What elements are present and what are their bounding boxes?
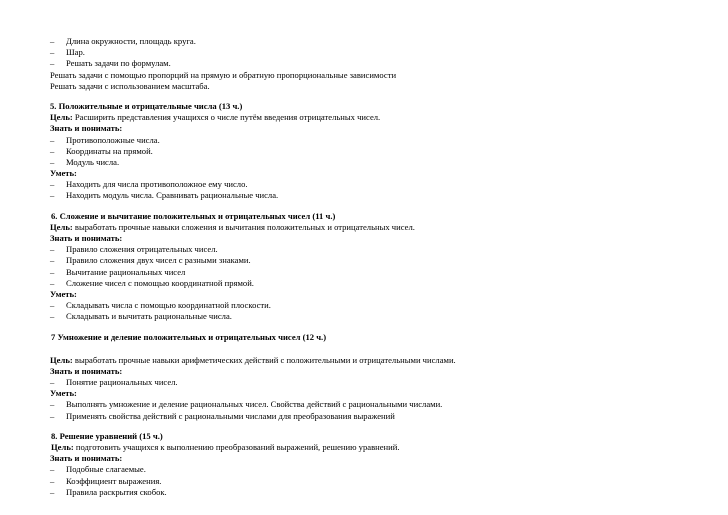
list-item: – Решать задачи по формулам.	[50, 58, 171, 69]
list-item: – Подобные слагаемые.	[50, 464, 146, 475]
section-heading: 7 Умножение и деление положительных и отрицательных чисел (12 ч.)	[51, 331, 327, 342]
document-page	[50, 36, 690, 498]
list-item: – Правило сложения отрицательных чисел.	[50, 244, 218, 255]
can-label: Уметь:	[50, 388, 77, 399]
list-item: – Понятие рациональных чисел.	[50, 377, 178, 388]
list-item: – Находить для числа противоположное ему число.	[50, 179, 248, 190]
can-label: Уметь:	[50, 168, 77, 179]
list-item: – Правила раскрытия скобок.	[50, 486, 167, 497]
bullet-dash: –	[50, 36, 55, 46]
can-label: Уметь:	[50, 288, 77, 299]
section-heading: 5. Положительные и отрицательные числа (13 ч.)	[50, 100, 243, 111]
bullet-dash: –	[50, 47, 55, 58]
list-item: – Вычитание рациональных чисел	[50, 266, 186, 277]
bullet-dash: –	[50, 58, 55, 69]
goal-line: Цель: подготовить учащихся к выполнению преобразований выражений, решению уравнений.	[51, 442, 400, 452]
list-item: – Противоположные числа.	[50, 134, 160, 145]
list-item: – Координаты на прямой.	[50, 145, 153, 156]
section-heading: 6. Сложение и вычитание положительных и отрицательных чисел (11 ч.)	[51, 210, 336, 221]
list-item: – Длина окружности, площадь круга.	[50, 36, 196, 46]
know-label: Знать и понимать:	[50, 453, 123, 464]
list-item: – Шар.	[50, 47, 85, 58]
list-item: – Применять свойства действий с рациональными числами для преобразования выражений	[50, 410, 395, 421]
text-line: Решать задачи с использованием масштаба.	[50, 80, 210, 91]
list-item: – Складывать числа с помощью координатной плоскости.	[50, 300, 271, 311]
know-label: Знать и понимать:	[50, 233, 123, 243]
list-item: – Находить модуль числа. Сравнивать рациональные числа.	[50, 190, 279, 201]
list-item: – Модуль числа.	[50, 156, 120, 167]
goal-line: Цель: выработать прочные навыки арифметических действий с положительными и отрицательными числами.	[50, 354, 456, 365]
section-heading: 8. Решение уравнений (15 ч.)	[51, 430, 163, 441]
list-item: – Коэффициент выражения.	[50, 475, 162, 486]
list-item: – Сложение чисел с помощью координатной прямой.	[50, 277, 254, 288]
goal-line: Цель: выработать прочные навыки сложения и вычитания положительных и отрицательных чисел.	[50, 221, 415, 232]
text-line: Решать задачи с помощью пропорций на прямую и обратную пропорциональные зависимости	[50, 69, 397, 80]
know-label: Знать и понимать:	[50, 365, 123, 376]
goal-line: Цель: Расширить представления учащихся о числе путём введения отрицательных чисел.	[50, 112, 381, 123]
list-item: – Правило сложения двух чисел с разными знаками.	[50, 255, 251, 266]
know-label: Знать и понимать:	[50, 123, 123, 134]
list-item: – Выполнять умножение и деление рациональных чисел. Свойства действий с рациональными числами.	[50, 399, 443, 410]
list-item: – Складывать и вычитать рациональные числа.	[50, 311, 232, 322]
